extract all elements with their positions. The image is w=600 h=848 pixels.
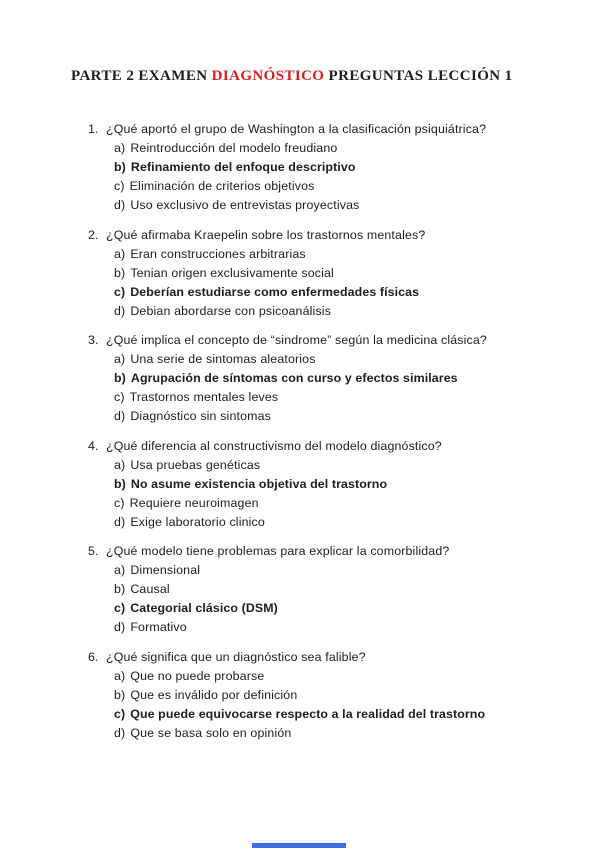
question-line [88, 437, 558, 456]
option-letter: c) [114, 601, 126, 615]
option-letter: b) [114, 476, 126, 491]
option-letter: d) [114, 198, 126, 212]
title-text-post: PREGUNTAS LECCIÓN 1 [324, 68, 513, 84]
question-number: 4. [88, 438, 99, 453]
option-list [88, 350, 558, 426]
option-letter: a) [114, 141, 126, 155]
answer-option [114, 283, 558, 302]
option-text: Exige laboratorio clinico [130, 514, 265, 529]
question-text: ¿Qué implica el concepto de “sindrome” según la medicina clásica? [106, 333, 487, 347]
answer-option [114, 369, 558, 388]
option-text: Usa pruebas genéticas [130, 457, 261, 472]
option-text: Que no puede probarse [130, 668, 265, 683]
option-letter: d) [114, 725, 126, 740]
question-item [88, 648, 558, 743]
option-text: No asume existencia objetiva del trastorno [130, 476, 388, 491]
option-letter: d) [114, 409, 126, 423]
answer-option [114, 705, 558, 724]
option-list [88, 667, 558, 743]
answer-option [114, 158, 558, 177]
option-list [88, 561, 558, 637]
answer-option [114, 350, 558, 369]
option-text: Diagnóstico sin sintomas [130, 409, 271, 423]
question-list [88, 120, 558, 753]
option-text: Una serie de sintomas aleatorios [130, 352, 316, 366]
answer-option [114, 475, 558, 494]
answer-option [114, 618, 558, 637]
answer-option [114, 580, 558, 599]
answer-option [114, 245, 558, 264]
title-text-pre: PARTE 2 EXAMEN [71, 68, 212, 84]
option-text: Eran construcciones arbitrarias [130, 246, 306, 261]
option-list [88, 456, 558, 532]
page-title [71, 68, 513, 85]
answer-option [114, 494, 558, 513]
answer-option [114, 513, 558, 532]
option-letter: d) [114, 303, 126, 318]
question-line [88, 226, 558, 245]
option-text: Que puede equivocarse respecto a la realidad del trastorno [130, 706, 486, 721]
option-letter: c) [114, 495, 125, 510]
answer-option [114, 264, 558, 283]
option-list [88, 139, 558, 215]
answer-option [114, 724, 558, 743]
option-letter: b) [114, 582, 126, 596]
option-letter: b) [114, 371, 126, 385]
question-number: 2. [88, 227, 99, 242]
option-text: Reintroducción del modelo freudiano [130, 141, 338, 155]
question-number: 3. [88, 333, 99, 347]
question-number: 1. [88, 122, 99, 136]
option-letter: a) [114, 668, 126, 683]
option-list [88, 245, 558, 321]
option-letter: d) [114, 620, 126, 634]
answer-option [114, 561, 558, 580]
answer-option [114, 686, 558, 705]
answer-option [114, 139, 558, 158]
answer-option [114, 599, 558, 618]
question-line [88, 331, 558, 350]
option-letter: a) [114, 457, 126, 472]
option-text: Refinamiento del enfoque descriptivo [130, 160, 356, 174]
question-line [88, 542, 558, 561]
answer-option [114, 388, 558, 407]
option-text: Deberían estudiarse como enfermedades físicas [130, 284, 420, 299]
question-line [88, 120, 558, 139]
option-text: Debian abordarse con psicoanálisis [130, 303, 332, 318]
question-text: ¿Qué significa que un diagnóstico sea falible? [106, 649, 366, 664]
question-item [88, 226, 558, 321]
question-number: 5. [88, 544, 99, 558]
question-text: ¿Qué modelo tiene problemas para explicar la comorbilidad? [106, 544, 450, 558]
option-letter: c) [114, 390, 125, 404]
page-loading-indicator [252, 843, 346, 848]
option-text: Dimensional [130, 563, 201, 577]
option-letter: c) [114, 706, 126, 721]
option-text: Causal [130, 582, 170, 596]
option-letter: a) [114, 246, 126, 261]
question-text: ¿Qué afirmaba Kraepelin sobre los trastornos mentales? [106, 227, 426, 242]
answer-option [114, 302, 558, 321]
option-letter: b) [114, 265, 126, 280]
option-text: Categorial clásico (DSM) [130, 601, 278, 615]
option-letter: b) [114, 160, 126, 174]
option-letter: b) [114, 687, 126, 702]
answer-option [114, 196, 558, 215]
option-text: Formativo [130, 620, 187, 634]
answer-option [114, 456, 558, 475]
question-item [88, 542, 558, 637]
question-number: 6. [88, 649, 99, 664]
option-text: Que se basa solo en opinión [130, 725, 292, 740]
option-letter: d) [114, 514, 126, 529]
option-text: Requiere neuroimagen [129, 495, 259, 510]
option-letter: c) [114, 284, 126, 299]
question-text: ¿Qué aportó el grupo de Washington a la clasificación psiquiátrica? [106, 122, 487, 136]
question-text: ¿Qué diferencia al constructivismo del modelo diagnóstico? [106, 438, 442, 453]
option-letter: c) [114, 179, 125, 193]
question-item [88, 437, 558, 532]
answer-option [114, 407, 558, 426]
option-letter: a) [114, 352, 126, 366]
option-text: Uso exclusivo de entrevistas proyectivas [130, 198, 360, 212]
option-text: Agrupación de síntomas con curso y efectos similares [130, 371, 458, 385]
option-text: Eliminación de criterios objetivos [129, 179, 315, 193]
option-text: Trastornos mentales leves [129, 390, 279, 404]
answer-option [114, 177, 558, 196]
option-letter: a) [114, 563, 126, 577]
question-line [88, 648, 558, 667]
answer-option [114, 667, 558, 686]
option-text: Tenian origen exclusivamente social [130, 265, 334, 280]
title-highlight: DIAGNÓSTICO [211, 68, 325, 84]
question-item [88, 331, 558, 426]
option-text: Que es inválido por definición [130, 687, 298, 702]
question-item [88, 120, 558, 215]
